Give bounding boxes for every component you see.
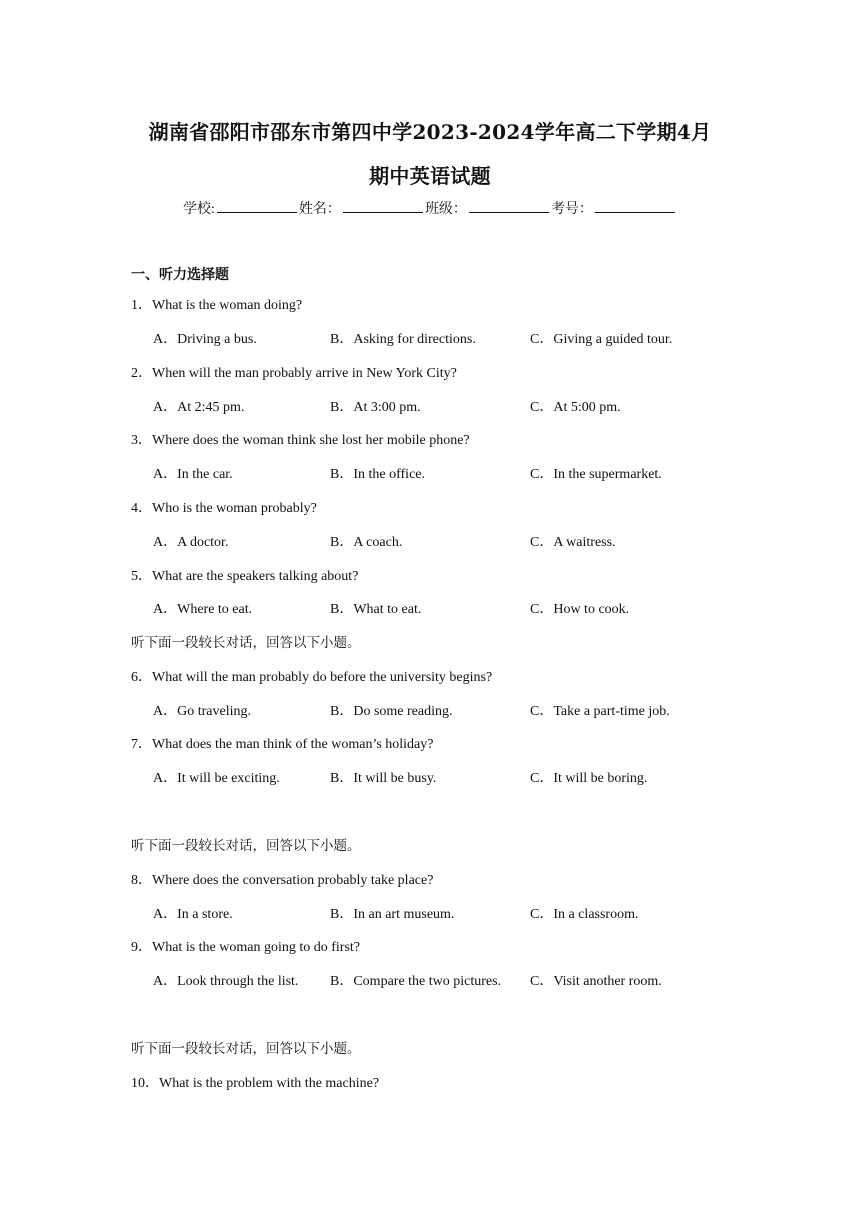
- q7-option-b: B．It will be busy.: [330, 771, 437, 786]
- id-blank: [595, 200, 675, 213]
- question-6: 6．What will the man probably do before the university begins?: [131, 670, 493, 685]
- q2-option-c: C．At 5:00 pm.: [530, 400, 621, 415]
- question-4: 4．Who is the woman probably?: [131, 501, 317, 516]
- q8-option-b: B．In an art museum.: [330, 907, 455, 922]
- q9-option-a: A．Look through the list.: [153, 974, 299, 989]
- question-3: 3．Where does the woman think she lost her mobile phone?: [131, 433, 470, 448]
- instruction-note-1: 听下面一段较长对话，回答以下小题。: [131, 635, 361, 651]
- q4-option-a: A．A doctor.: [153, 535, 229, 550]
- q6-option-a: A．Go traveling.: [153, 704, 251, 719]
- q4-option-b: B．A coach.: [330, 535, 403, 550]
- q6-option-c: C．Take a part-time job.: [530, 704, 670, 719]
- q3-option-b: B．In the office.: [330, 467, 425, 482]
- section-title: 一、听力选择题: [131, 267, 229, 283]
- page-title-line2: 期中英语试题: [369, 164, 491, 188]
- question-8: 8．Where does the conversation probably take place?: [131, 873, 434, 888]
- q2-option-a: A．At 2:45 pm.: [153, 400, 245, 415]
- q5-option-b: B．What to eat.: [330, 602, 422, 617]
- question-10: 10．What is the problem with the machine?: [131, 1076, 380, 1091]
- q9-option-c: C．Visit another room.: [530, 974, 662, 989]
- question-5: 5．What are the speakers talking about?: [131, 569, 359, 584]
- name-label: 姓名：: [298, 202, 341, 217]
- question-1: 1．What is the woman doing?: [131, 298, 303, 313]
- question-7: 7．What does the man think of the woman’s holiday?: [131, 737, 434, 752]
- q1-option-b: B．Asking for directions.: [330, 332, 476, 347]
- class-blank: [469, 200, 549, 213]
- name-blank: [343, 200, 423, 213]
- q3-option-a: A．In the car.: [153, 467, 233, 482]
- instruction-note-3: 听下面一段较长对话，回答以下小题。: [131, 1041, 361, 1057]
- question-9: 9．What is the woman going to do first?: [131, 940, 361, 955]
- q6-option-b: B．Do some reading.: [330, 704, 453, 719]
- q9-option-b: B．Compare the two pictures.: [330, 974, 502, 989]
- q5-option-a: A．Where to eat.: [153, 602, 253, 617]
- q1-option-c: C．Giving a guided tour.: [530, 332, 673, 347]
- school-blank: [217, 200, 297, 213]
- q4-option-c: C．A waitress.: [530, 535, 616, 550]
- q8-option-c: C．In a classroom.: [530, 907, 639, 922]
- q7-option-a: A．It will be exciting.: [153, 771, 280, 786]
- q7-option-c: C．It will be boring.: [530, 771, 648, 786]
- class-label: 班级：: [424, 202, 467, 217]
- instruction-note-2: 听下面一段较长对话，回答以下小题。: [131, 838, 361, 854]
- q2-option-b: B．At 3:00 pm.: [330, 400, 421, 415]
- page-title-line1: 湖南省邵阳市邵东市第四中学2023-2024学年高二下学期4月: [148, 120, 712, 144]
- id-label: 考号：: [550, 202, 593, 217]
- q3-option-c: C．In the supermarket.: [530, 467, 662, 482]
- question-2: 2．When will the man probably arrive in New York City?: [131, 366, 457, 381]
- q5-option-c: C．How to cook.: [530, 602, 630, 617]
- school-label: 学校:: [183, 202, 215, 217]
- q8-option-a: A．In a store.: [153, 907, 233, 922]
- q1-option-a: A．Driving a bus.: [153, 332, 257, 347]
- student-info-row: [0, 198, 860, 218]
